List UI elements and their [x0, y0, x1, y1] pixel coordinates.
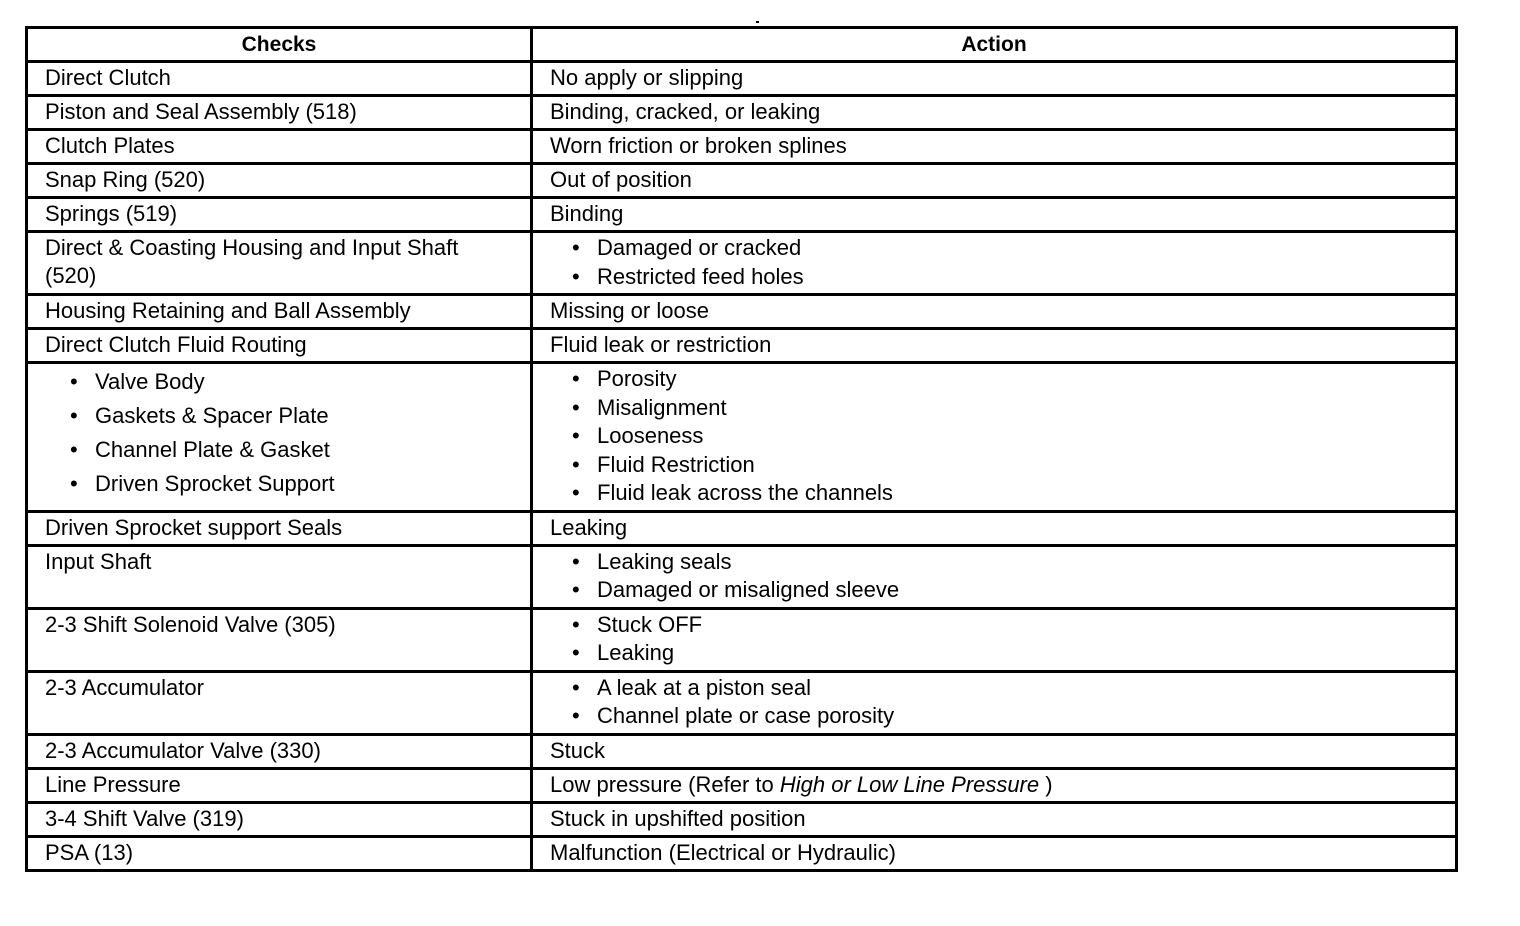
action-list: [550, 234, 1455, 291]
action-cell: Stuck in upshifted position: [532, 802, 1457, 836]
list-item: • A leak at a piston seal: [572, 674, 1455, 703]
check-cell: 3-4 Shift Valve (319): [27, 802, 532, 836]
check-cell: Springs (519): [27, 198, 532, 232]
table-row: [27, 198, 1457, 232]
check-cell: Line Pressure: [27, 768, 532, 802]
action-cell: Out of position: [532, 164, 1457, 198]
table-row: [27, 329, 1457, 363]
table-row: [27, 511, 1457, 545]
list-item: • Looseness: [572, 422, 1455, 451]
action-cell: No apply or slipping: [532, 62, 1457, 96]
check-cell: 2-3 Shift Solenoid Valve (305): [27, 608, 532, 671]
page-mark: [756, 21, 759, 23]
action-list: [550, 365, 1455, 508]
check-cell: 2-3 Accumulator: [27, 671, 532, 734]
list-item: • Valve Body: [70, 365, 530, 399]
header-checks: Checks: [27, 28, 532, 62]
table-row: [27, 62, 1457, 96]
action-text: Low pressure (Refer to: [550, 771, 780, 797]
action-list: [550, 548, 1455, 605]
list-item: • Channel Plate & Gasket: [70, 433, 530, 467]
cross-reference-link[interactable]: High or Low Line Pressure: [779, 771, 1040, 797]
check-list: [45, 365, 530, 501]
table-row: [27, 768, 1457, 802]
action-cell: [532, 768, 1457, 802]
diagnosis-table: [25, 26, 1458, 872]
action-list: [550, 611, 1455, 668]
list-item: • Leaking: [572, 639, 1455, 668]
table-row: [27, 836, 1457, 870]
table-header-row: [27, 28, 1457, 62]
header-action: Action: [532, 28, 1457, 62]
list-item: • Fluid Restriction: [572, 451, 1455, 480]
table-row: [27, 671, 1457, 734]
list-item: • Driven Sprocket Support: [70, 467, 530, 501]
list-item: • Damaged or misaligned sleeve: [572, 576, 1455, 605]
check-cell: Direct Clutch: [27, 62, 532, 96]
action-cell: Leaking: [532, 511, 1457, 545]
table-row: [27, 545, 1457, 608]
table-row: [27, 164, 1457, 198]
table-row: [27, 96, 1457, 130]
action-text: ): [1039, 771, 1053, 797]
table-row: [27, 232, 1457, 295]
list-item: • Porosity: [572, 365, 1455, 394]
action-cell: [532, 363, 1457, 512]
check-cell: Input Shaft: [27, 545, 532, 608]
action-cell: Fluid leak or restriction: [532, 329, 1457, 363]
table-row: [27, 295, 1457, 329]
action-cell: [532, 671, 1457, 734]
list-item: • Gaskets & Spacer Plate: [70, 399, 530, 433]
action-cell: Binding, cracked, or leaking: [532, 96, 1457, 130]
action-cell: Binding: [532, 198, 1457, 232]
check-cell: [27, 363, 532, 512]
list-item: • Misalignment: [572, 394, 1455, 423]
check-cell: Snap Ring (520): [27, 164, 532, 198]
table-row: [27, 608, 1457, 671]
list-item: • Damaged or cracked: [572, 234, 1455, 263]
table-row: [27, 802, 1457, 836]
table-row: [27, 130, 1457, 164]
list-item: • Leaking seals: [572, 548, 1455, 577]
check-cell: Housing Retaining and Ball Assembly: [27, 295, 532, 329]
check-cell: Driven Sprocket support Seals: [27, 511, 532, 545]
table-row: [27, 734, 1457, 768]
list-item: • Fluid leak across the channels: [572, 479, 1455, 508]
list-item: • Channel plate or case porosity: [572, 702, 1455, 731]
list-item: • Restricted feed holes: [572, 263, 1455, 292]
check-cell: Direct & Coasting Housing and Input Shaft (520): [27, 232, 532, 295]
action-cell: [532, 545, 1457, 608]
check-cell: Clutch Plates: [27, 130, 532, 164]
check-cell: PSA (13): [27, 836, 532, 870]
action-cell: Malfunction (Electrical or Hydraulic): [532, 836, 1457, 870]
action-cell: Worn friction or broken splines: [532, 130, 1457, 164]
list-item: • Stuck OFF: [572, 611, 1455, 640]
check-cell: Direct Clutch Fluid Routing: [27, 329, 532, 363]
action-cell: Missing or loose: [532, 295, 1457, 329]
check-cell: 2-3 Accumulator Valve (330): [27, 734, 532, 768]
table-row: [27, 363, 1457, 512]
action-cell: Stuck: [532, 734, 1457, 768]
action-cell: [532, 232, 1457, 295]
action-list: [550, 674, 1455, 731]
check-cell: Piston and Seal Assembly (518): [27, 96, 532, 130]
action-cell: [532, 608, 1457, 671]
